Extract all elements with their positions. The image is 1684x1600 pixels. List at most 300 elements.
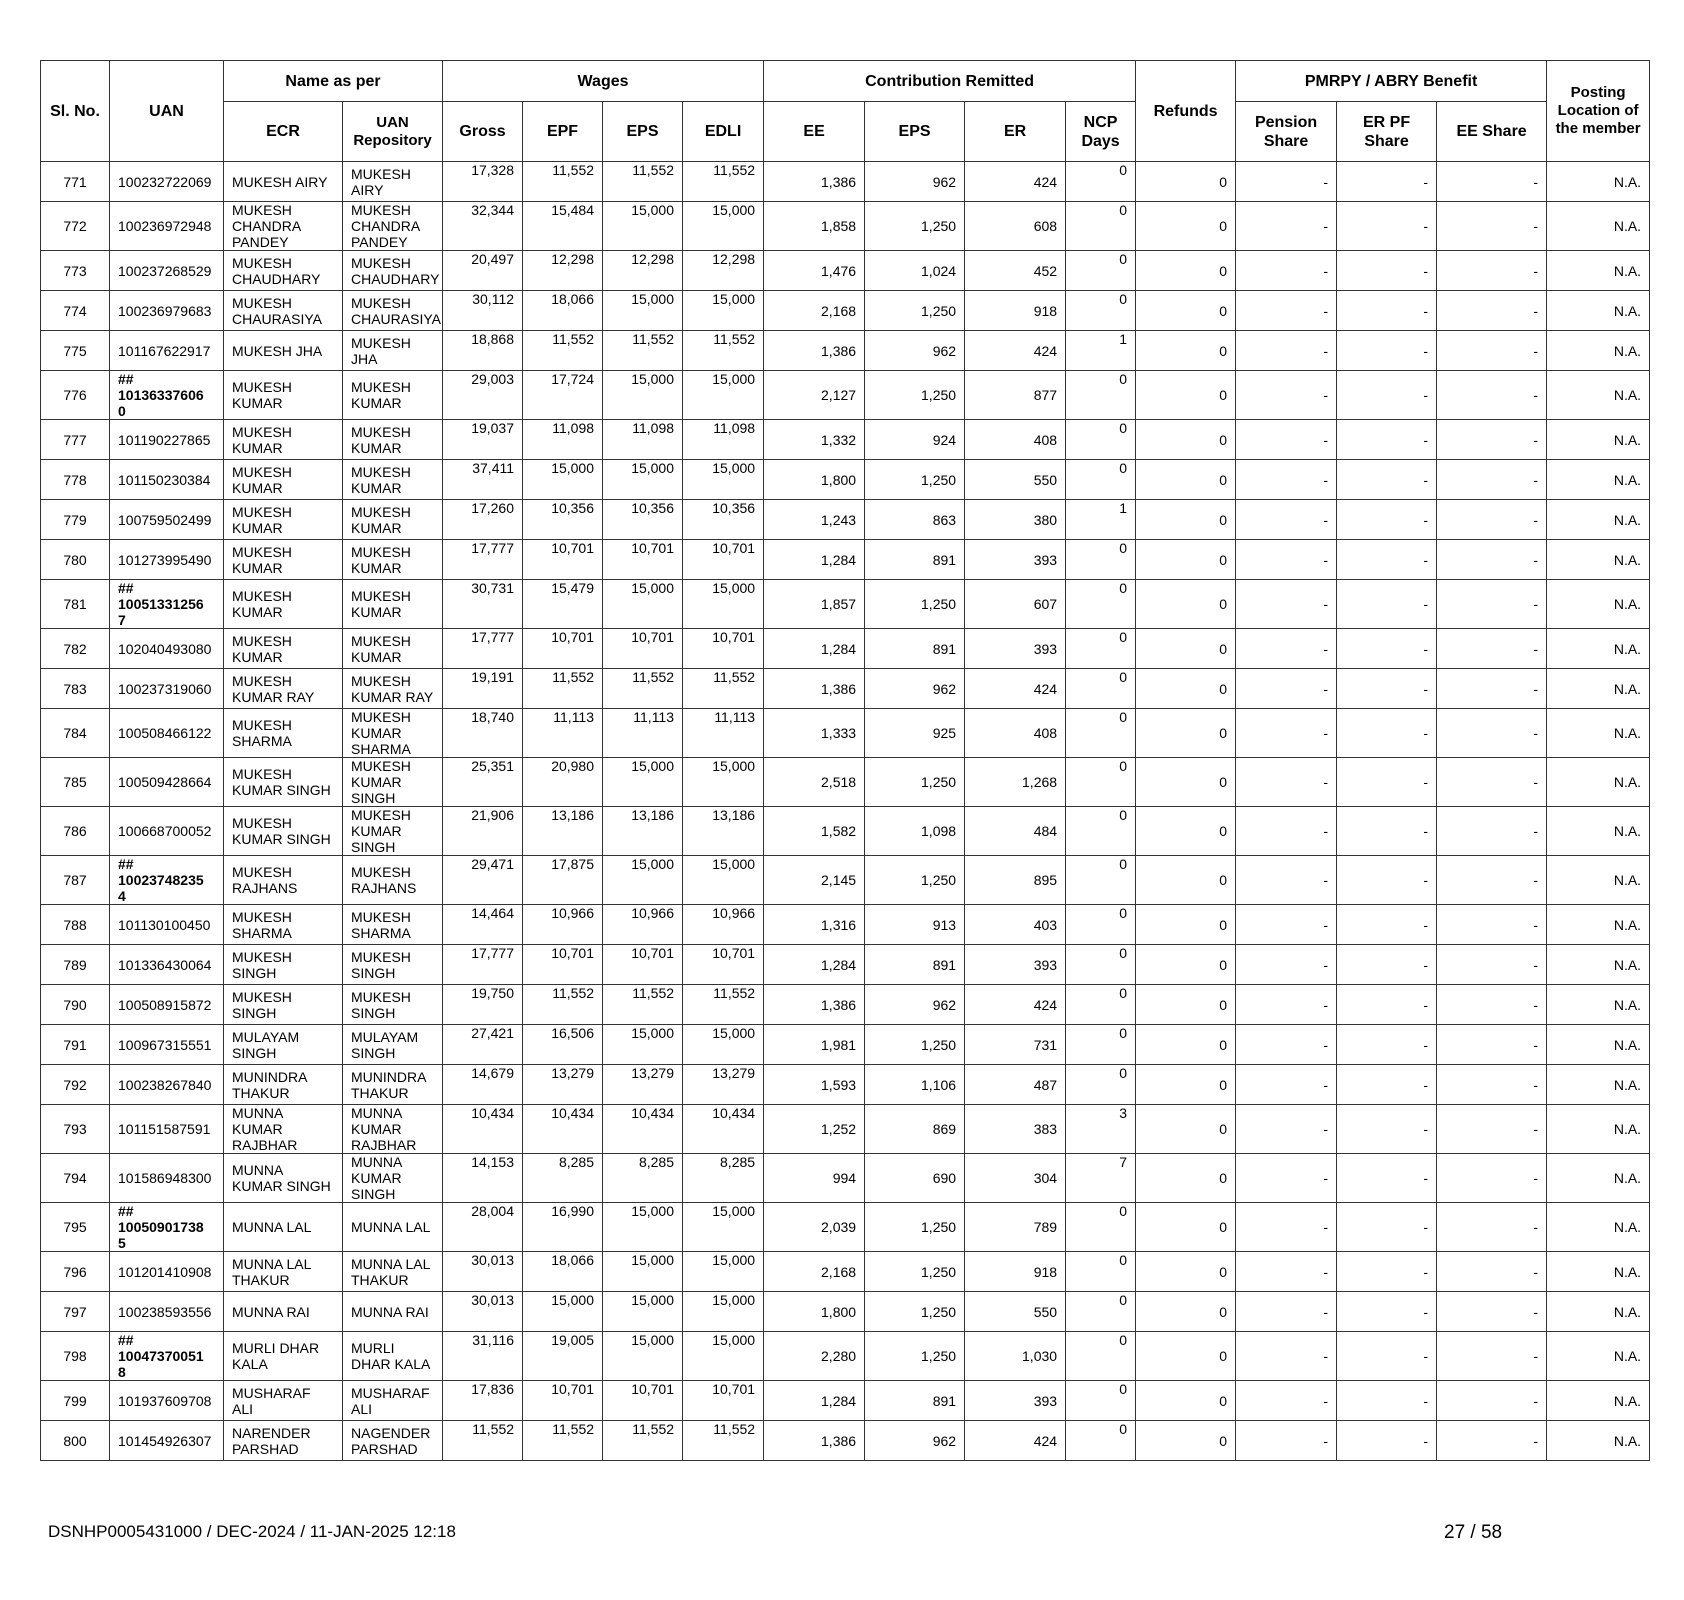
er-pf-share-cell: -: [1337, 807, 1437, 856]
repository-name-cell: MUKESH KUMAR: [343, 371, 443, 420]
refunds-cell: 0: [1136, 856, 1236, 905]
epf-wages-cell: 16,990: [523, 1203, 603, 1252]
posting-location-cell: N.A.: [1547, 1421, 1650, 1461]
header-pmrpy-abry-benefit: PMRPY / ABRY Benefit: [1236, 61, 1547, 102]
er-pf-share-cell: -: [1337, 985, 1437, 1025]
edli-wages-cell: 10,434: [683, 1105, 764, 1154]
posting-location-cell: N.A.: [1547, 1381, 1650, 1421]
refunds-cell: 0: [1136, 1203, 1236, 1252]
posting-location-cell: N.A.: [1547, 1025, 1650, 1065]
posting-location-cell: N.A.: [1547, 580, 1650, 629]
er-pf-share-cell: -: [1337, 1203, 1437, 1252]
pension-share-cell: -: [1236, 1105, 1337, 1154]
sl-no-cell: 792: [41, 1065, 110, 1105]
uan-cell: 100236972948: [110, 202, 224, 251]
gross-wages-cell: 25,351: [443, 758, 523, 807]
edli-wages-cell: 11,552: [683, 669, 764, 709]
sl-no-cell: 778: [41, 460, 110, 500]
er-pf-share-cell: -: [1337, 1381, 1437, 1421]
eps-contribution-cell: 1,098: [865, 807, 965, 856]
ncp-days-cell: 0: [1066, 1421, 1136, 1461]
ecr-name-cell: MUKESH JHA: [224, 331, 343, 371]
posting-location-cell: N.A.: [1547, 202, 1650, 251]
eps-wages-cell: 10,434: [603, 1105, 683, 1154]
uan-cell: 101190227865: [110, 420, 224, 460]
posting-location-cell: N.A.: [1547, 1292, 1650, 1332]
eps-wages-cell: 15,000: [603, 580, 683, 629]
ee-share-cell: -: [1437, 985, 1547, 1025]
refunds-cell: 0: [1136, 1154, 1236, 1203]
eps-wages-cell: 10,966: [603, 905, 683, 945]
uan-cell: 101454926307: [110, 1421, 224, 1461]
er-contribution-cell: 550: [965, 460, 1066, 500]
uan-cell: 100232722069: [110, 162, 224, 202]
uan-cell: 100237319060: [110, 669, 224, 709]
posting-location-cell: N.A.: [1547, 985, 1650, 1025]
repository-name-cell: MUKESH RAJHANS: [343, 856, 443, 905]
eps-contribution-cell: 1,250: [865, 1025, 965, 1065]
repository-name-cell: MUKESH KUMAR SINGH: [343, 807, 443, 856]
er-contribution-cell: 918: [965, 291, 1066, 331]
er-pf-share-cell: -: [1337, 202, 1437, 251]
table-row: [41, 985, 1650, 1025]
ee-share-cell: -: [1437, 1065, 1547, 1105]
ecr-name-cell: MUKESH KUMAR SINGH: [224, 807, 343, 856]
refunds-cell: 0: [1136, 1105, 1236, 1154]
eps-contribution-cell: 1,250: [865, 460, 965, 500]
table-row: [41, 669, 1650, 709]
er-pf-share-cell: -: [1337, 1105, 1437, 1154]
eps-wages-cell: 11,552: [603, 669, 683, 709]
ee-contribution-cell: 1,252: [764, 1105, 865, 1154]
ecr-name-cell: MUKESH KUMAR: [224, 540, 343, 580]
er-pf-share-cell: -: [1337, 1252, 1437, 1292]
ncp-days-cell: 0: [1066, 709, 1136, 758]
er-contribution-cell: 424: [965, 985, 1066, 1025]
epf-wages-cell: 10,701: [523, 945, 603, 985]
ee-contribution-cell: 2,168: [764, 291, 865, 331]
pension-share-cell: -: [1236, 540, 1337, 580]
er-contribution-cell: 607: [965, 580, 1066, 629]
uan-cell: 101336430064: [110, 945, 224, 985]
er-pf-share-cell: -: [1337, 709, 1437, 758]
er-pf-share-cell: -: [1337, 540, 1437, 580]
gross-wages-cell: 19,037: [443, 420, 523, 460]
er-contribution-cell: 789: [965, 1203, 1066, 1252]
gross-wages-cell: 31,116: [443, 1332, 523, 1381]
sl-no-cell: 786: [41, 807, 110, 856]
ncp-days-cell: 0: [1066, 1332, 1136, 1381]
edli-wages-cell: 15,000: [683, 1332, 764, 1381]
eps-wages-cell: 8,285: [603, 1154, 683, 1203]
gross-wages-cell: 29,471: [443, 856, 523, 905]
sl-no-cell: 776: [41, 371, 110, 420]
edli-wages-cell: 10,966: [683, 905, 764, 945]
header-gross: Gross: [443, 102, 523, 162]
er-pf-share-cell: -: [1337, 1025, 1437, 1065]
repository-name-cell: MUKESH CHAUDHARY: [343, 251, 443, 291]
uan-cell: 101130100450: [110, 905, 224, 945]
sl-no-cell: 796: [41, 1252, 110, 1292]
uan-cell: 100508466122: [110, 709, 224, 758]
ee-contribution-cell: 1,284: [764, 629, 865, 669]
sl-no-cell: 785: [41, 758, 110, 807]
sl-no-cell: 798: [41, 1332, 110, 1381]
uan-cell: 100238593556: [110, 1292, 224, 1332]
refunds-cell: 0: [1136, 1252, 1236, 1292]
uan-cell: 101150230384: [110, 460, 224, 500]
pension-share-cell: -: [1236, 580, 1337, 629]
epf-wages-cell: 10,356: [523, 500, 603, 540]
epf-wages-cell: 13,279: [523, 1065, 603, 1105]
repository-name-cell: MUKESH KUMAR RAY: [343, 669, 443, 709]
eps-contribution-cell: 1,250: [865, 1252, 965, 1292]
header-eps: EPS: [603, 102, 683, 162]
sl-no-cell: 797: [41, 1292, 110, 1332]
posting-location-cell: N.A.: [1547, 945, 1650, 985]
epf-wages-cell: 10,434: [523, 1105, 603, 1154]
refunds-cell: 0: [1136, 1381, 1236, 1421]
repository-name-cell: MUKESH SINGH: [343, 945, 443, 985]
er-pf-share-cell: -: [1337, 371, 1437, 420]
ncp-days-cell: 0: [1066, 1203, 1136, 1252]
er-contribution-cell: 731: [965, 1025, 1066, 1065]
eps-wages-cell: 10,701: [603, 629, 683, 669]
edli-wages-cell: 11,552: [683, 985, 764, 1025]
eps-wages-cell: 15,000: [603, 856, 683, 905]
eps-contribution-cell: 1,250: [865, 291, 965, 331]
epf-wages-cell: 11,098: [523, 420, 603, 460]
epf-wages-cell: 10,966: [523, 905, 603, 945]
edli-wages-cell: 12,298: [683, 251, 764, 291]
gross-wages-cell: 19,750: [443, 985, 523, 1025]
edli-wages-cell: 15,000: [683, 202, 764, 251]
eps-contribution-cell: 962: [865, 985, 965, 1025]
er-contribution-cell: 452: [965, 251, 1066, 291]
posting-location-cell: N.A.: [1547, 1252, 1650, 1292]
sl-no-cell: 774: [41, 291, 110, 331]
epf-wages-cell: 10,701: [523, 629, 603, 669]
edli-wages-cell: 10,701: [683, 540, 764, 580]
uan-cell: 101937609708: [110, 1381, 224, 1421]
sl-no-cell: 791: [41, 1025, 110, 1065]
ee-share-cell: -: [1437, 500, 1547, 540]
pension-share-cell: -: [1236, 945, 1337, 985]
repository-name-cell: NAGENDER PARSHAD: [343, 1421, 443, 1461]
gross-wages-cell: 30,112: [443, 291, 523, 331]
table-row: [41, 945, 1650, 985]
uan-cell: 100237268529: [110, 251, 224, 291]
ee-share-cell: -: [1437, 580, 1547, 629]
eps-contribution-cell: 863: [865, 500, 965, 540]
refunds-cell: 0: [1136, 1065, 1236, 1105]
ee-contribution-cell: 1,386: [764, 985, 865, 1025]
repository-name-cell: MUKESH KUMAR: [343, 500, 443, 540]
eps-contribution-cell: 913: [865, 905, 965, 945]
repository-name-cell: MUKESH KUMAR: [343, 629, 443, 669]
sl-no-cell: 787: [41, 856, 110, 905]
header-uan: UAN: [110, 61, 224, 162]
eps-wages-cell: 11,552: [603, 985, 683, 1025]
ncp-days-cell: 0: [1066, 945, 1136, 985]
pension-share-cell: -: [1236, 1154, 1337, 1203]
epf-wages-cell: 17,875: [523, 856, 603, 905]
edli-wages-cell: 10,701: [683, 629, 764, 669]
repository-name-cell: MUKESH CHAURASIYA: [343, 291, 443, 331]
gross-wages-cell: 14,679: [443, 1065, 523, 1105]
header-contribution-remitted: Contribution Remitted: [764, 61, 1136, 102]
pension-share-cell: -: [1236, 758, 1337, 807]
gross-wages-cell: 10,434: [443, 1105, 523, 1154]
repository-name-cell: MURLI DHAR KALA: [343, 1332, 443, 1381]
ecr-name-cell: MUKESH SINGH: [224, 985, 343, 1025]
ncp-days-cell: 7: [1066, 1154, 1136, 1203]
epf-wages-cell: 11,552: [523, 985, 603, 1025]
ecr-name-cell: MUKESH SHARMA: [224, 905, 343, 945]
posting-location-cell: N.A.: [1547, 1105, 1650, 1154]
eps-contribution-cell: 1,250: [865, 371, 965, 420]
epf-wages-cell: 12,298: [523, 251, 603, 291]
repository-name-cell: MUKESH KUMAR: [343, 580, 443, 629]
refunds-cell: 0: [1136, 1421, 1236, 1461]
er-pf-share-cell: -: [1337, 629, 1437, 669]
posting-location-cell: N.A.: [1547, 1154, 1650, 1203]
ee-share-cell: -: [1437, 669, 1547, 709]
refunds-cell: 0: [1136, 460, 1236, 500]
repository-name-cell: MUNNA LAL: [343, 1203, 443, 1252]
ee-share-cell: -: [1437, 1421, 1547, 1461]
sl-no-cell: 772: [41, 202, 110, 251]
table-row: [41, 1025, 1650, 1065]
ee-contribution-cell: 1,284: [764, 1381, 865, 1421]
refunds-cell: 0: [1136, 945, 1236, 985]
edli-wages-cell: 10,356: [683, 500, 764, 540]
edli-wages-cell: 15,000: [683, 856, 764, 905]
pension-share-cell: -: [1236, 629, 1337, 669]
eps-contribution-cell: 1,250: [865, 580, 965, 629]
eps-contribution-cell: 962: [865, 162, 965, 202]
ncp-days-cell: 0: [1066, 1292, 1136, 1332]
eps-contribution-cell: 891: [865, 629, 965, 669]
er-pf-share-cell: -: [1337, 1154, 1437, 1203]
eps-wages-cell: 15,000: [603, 460, 683, 500]
uan-cell: 101151587591: [110, 1105, 224, 1154]
uan-cell: 100668700052: [110, 807, 224, 856]
header-name-as-per: Name as per: [224, 61, 443, 102]
ee-contribution-cell: 1,981: [764, 1025, 865, 1065]
eps-wages-cell: 10,356: [603, 500, 683, 540]
ecr-name-cell: MUNINDRA THAKUR: [224, 1065, 343, 1105]
ee-share-cell: -: [1437, 291, 1547, 331]
ecr-name-cell: MUKESH AIRY: [224, 162, 343, 202]
header-er: ER: [965, 102, 1066, 162]
refunds-cell: 0: [1136, 251, 1236, 291]
er-pf-share-cell: -: [1337, 945, 1437, 985]
ee-share-cell: -: [1437, 371, 1547, 420]
header-ee-share: EE Share: [1437, 102, 1547, 162]
table-row: [41, 162, 1650, 202]
uan-cell: 100509428664: [110, 758, 224, 807]
eps-contribution-cell: 1,250: [865, 1292, 965, 1332]
gross-wages-cell: 32,344: [443, 202, 523, 251]
header-epf: EPF: [523, 102, 603, 162]
pension-share-cell: -: [1236, 985, 1337, 1025]
uan-cell: ## 10050901738 5: [110, 1203, 224, 1252]
ncp-days-cell: 0: [1066, 202, 1136, 251]
epf-wages-cell: 10,701: [523, 540, 603, 580]
ecr-name-cell: MUKESH KUMAR: [224, 420, 343, 460]
ecr-name-cell: MUNNA LAL: [224, 1203, 343, 1252]
table-row: [41, 1154, 1650, 1203]
ee-share-cell: -: [1437, 1381, 1547, 1421]
epf-wages-cell: 15,479: [523, 580, 603, 629]
refunds-cell: 0: [1136, 709, 1236, 758]
table-row: [41, 758, 1650, 807]
posting-location-cell: N.A.: [1547, 629, 1650, 669]
ncp-days-cell: 0: [1066, 540, 1136, 580]
ncp-days-cell: 0: [1066, 669, 1136, 709]
sl-no-cell: 790: [41, 985, 110, 1025]
ee-share-cell: -: [1437, 709, 1547, 758]
posting-location-cell: N.A.: [1547, 251, 1650, 291]
pension-share-cell: -: [1236, 331, 1337, 371]
epf-wages-cell: 11,552: [523, 162, 603, 202]
refunds-cell: 0: [1136, 1292, 1236, 1332]
eps-wages-cell: 10,701: [603, 540, 683, 580]
ee-contribution-cell: 1,243: [764, 500, 865, 540]
eps-contribution-cell: 869: [865, 1105, 965, 1154]
pension-share-cell: -: [1236, 460, 1337, 500]
eps-contribution-cell: 1,250: [865, 202, 965, 251]
header-ecr: ECR: [224, 102, 343, 162]
eps-wages-cell: 15,000: [603, 1203, 683, 1252]
eps-contribution-cell: 891: [865, 540, 965, 580]
eps-contribution-cell: 924: [865, 420, 965, 460]
refunds-cell: 0: [1136, 758, 1236, 807]
er-pf-share-cell: -: [1337, 1332, 1437, 1381]
er-pf-share-cell: -: [1337, 460, 1437, 500]
gross-wages-cell: 17,777: [443, 945, 523, 985]
eps-wages-cell: 13,186: [603, 807, 683, 856]
sl-no-cell: 771: [41, 162, 110, 202]
gross-wages-cell: 17,777: [443, 540, 523, 580]
ecr-name-cell: MUKESH KUMAR SINGH: [224, 758, 343, 807]
eps-wages-cell: 12,298: [603, 251, 683, 291]
pension-share-cell: -: [1236, 162, 1337, 202]
repository-name-cell: MUNNA KUMAR SINGH: [343, 1154, 443, 1203]
posting-location-cell: N.A.: [1547, 807, 1650, 856]
refunds-cell: 0: [1136, 371, 1236, 420]
table-row: [41, 420, 1650, 460]
edli-wages-cell: 13,279: [683, 1065, 764, 1105]
refunds-cell: 0: [1136, 162, 1236, 202]
refunds-cell: 0: [1136, 540, 1236, 580]
sl-no-cell: 800: [41, 1421, 110, 1461]
edli-wages-cell: 11,552: [683, 1421, 764, 1461]
repository-name-cell: MUNNA LAL THAKUR: [343, 1252, 443, 1292]
pension-share-cell: -: [1236, 1252, 1337, 1292]
eps-wages-cell: 11,098: [603, 420, 683, 460]
ee-contribution-cell: 1,284: [764, 945, 865, 985]
ee-contribution-cell: 1,858: [764, 202, 865, 251]
ee-share-cell: -: [1437, 629, 1547, 669]
ee-share-cell: -: [1437, 1154, 1547, 1203]
refunds-cell: 0: [1136, 1332, 1236, 1381]
table-body: [41, 162, 1650, 1461]
edli-wages-cell: 15,000: [683, 580, 764, 629]
table-row: [41, 202, 1650, 251]
repository-name-cell: MUNNA KUMAR RAJBHAR: [343, 1105, 443, 1154]
er-pf-share-cell: -: [1337, 669, 1437, 709]
pension-share-cell: -: [1236, 420, 1337, 460]
ee-contribution-cell: 1,386: [764, 331, 865, 371]
ncp-days-cell: 0: [1066, 1252, 1136, 1292]
ecr-name-cell: MUKESH CHANDRA PANDEY: [224, 202, 343, 251]
sl-no-cell: 780: [41, 540, 110, 580]
ee-contribution-cell: 1,800: [764, 460, 865, 500]
pension-share-cell: -: [1236, 669, 1337, 709]
edli-wages-cell: 15,000: [683, 1025, 764, 1065]
eps-contribution-cell: 1,250: [865, 856, 965, 905]
er-contribution-cell: 383: [965, 1105, 1066, 1154]
posting-location-cell: N.A.: [1547, 1332, 1650, 1381]
pension-share-cell: -: [1236, 856, 1337, 905]
edli-wages-cell: 11,552: [683, 162, 764, 202]
pension-share-cell: -: [1236, 1025, 1337, 1065]
ecr-name-cell: MUNNA KUMAR SINGH: [224, 1154, 343, 1203]
eps-wages-cell: 15,000: [603, 1025, 683, 1065]
eps-wages-cell: 15,000: [603, 371, 683, 420]
uan-cell: ## 10136337606 0: [110, 371, 224, 420]
ncp-days-cell: 1: [1066, 500, 1136, 540]
table-row: [41, 856, 1650, 905]
ee-contribution-cell: 1,333: [764, 709, 865, 758]
gross-wages-cell: 18,740: [443, 709, 523, 758]
eps-wages-cell: 15,000: [603, 1292, 683, 1332]
edli-wages-cell: 15,000: [683, 1252, 764, 1292]
table-row: [41, 1252, 1650, 1292]
ee-share-cell: -: [1437, 856, 1547, 905]
er-contribution-cell: 608: [965, 202, 1066, 251]
page-indicator: 27 / 58: [1444, 1522, 1503, 1543]
sl-no-cell: 794: [41, 1154, 110, 1203]
er-contribution-cell: 487: [965, 1065, 1066, 1105]
table-row: [41, 1421, 1650, 1461]
eps-contribution-cell: 1,250: [865, 1203, 965, 1252]
ee-share-cell: -: [1437, 758, 1547, 807]
ee-share-cell: -: [1437, 1203, 1547, 1252]
table-row: [41, 460, 1650, 500]
posting-location-cell: N.A.: [1547, 905, 1650, 945]
er-contribution-cell: 393: [965, 945, 1066, 985]
refunds-cell: 0: [1136, 985, 1236, 1025]
ecr-name-cell: MUKESH CHAUDHARY: [224, 251, 343, 291]
document-reference: DSNHP0005431000 / DEC-2024 / 11-JAN-2025 12:18: [48, 1522, 456, 1541]
edli-wages-cell: 10,701: [683, 945, 764, 985]
ncp-days-cell: 0: [1066, 758, 1136, 807]
ee-share-cell: -: [1437, 540, 1547, 580]
sl-no-cell: 775: [41, 331, 110, 371]
epf-wages-cell: 18,066: [523, 1252, 603, 1292]
ee-contribution-cell: 2,127: [764, 371, 865, 420]
ncp-days-cell: 0: [1066, 371, 1136, 420]
ncp-days-cell: 0: [1066, 985, 1136, 1025]
uan-cell: 100967315551: [110, 1025, 224, 1065]
repository-name-cell: MUKESH KUMAR SINGH: [343, 758, 443, 807]
er-contribution-cell: 895: [965, 856, 1066, 905]
ee-share-cell: -: [1437, 1252, 1547, 1292]
gross-wages-cell: 21,906: [443, 807, 523, 856]
